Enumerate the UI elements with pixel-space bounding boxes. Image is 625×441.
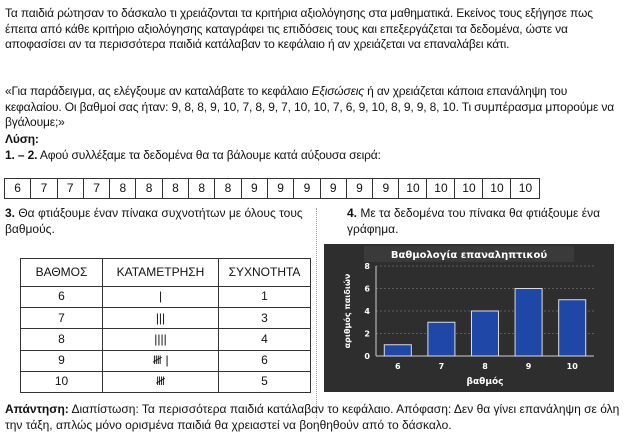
cell-grade: 8	[21, 329, 103, 350]
solution-heading: Λύση:	[5, 132, 39, 146]
bar	[471, 311, 498, 356]
grade-cell: 8	[136, 179, 162, 198]
y-tick-label: 8	[364, 262, 370, 271]
answer-paragraph	[5, 402, 621, 433]
grade-cell: 10	[399, 179, 427, 198]
cell-count: 4	[219, 329, 311, 350]
step-3-label: 3.	[5, 206, 16, 220]
cell-grade: 7	[21, 308, 103, 329]
cell-grade: 9	[21, 350, 103, 371]
step-1-2-label: 1. – 2.	[5, 148, 38, 162]
step-4	[347, 206, 617, 237]
grade-cell: 6	[5, 179, 31, 198]
grade-cell: 8	[110, 179, 136, 198]
grade-cell: 10	[427, 179, 455, 198]
cell-tally: ||||	[103, 329, 219, 350]
step-1-2-text: Αφού συλλέξαμε τα δεδομένα θα τα βάλουμε κατά αύξουσα σειρά:	[37, 148, 381, 162]
cell-count: 1	[219, 287, 311, 308]
cell-count: 5	[219, 371, 311, 392]
bar-chart	[324, 244, 614, 392]
answer-text: Διαπίστωση: Τα περισσότερα παιδιά κατάλαβαν το κεφάλαιο. Απόφαση: Δεν θα γίνει επανάληψη σε όλη την τάξη, απλώς μόνο ορισμένα παιδιά θα χρειαστεί να βοηθηθούν από το δάσκαλο.	[5, 402, 620, 432]
x-tick-label: 6	[395, 362, 401, 371]
grade-cell: 9	[294, 179, 320, 198]
quote-chapter: Εξισώσεις	[311, 84, 364, 98]
grade-cell: 7	[31, 179, 57, 198]
bar-chart-svg	[324, 244, 614, 392]
quote-before: «Για παράδειγμα, ας ελέγξουμε αν καταλάβατε το κεφάλαιο	[5, 84, 312, 98]
table-header-row	[21, 259, 311, 287]
step-1-2	[5, 148, 621, 164]
header-tally: ΚΑΤΑΜΕΤΡΗΣΗ	[103, 259, 219, 287]
y-tick-label: 0	[364, 352, 370, 361]
grade-cell: 8	[189, 179, 215, 198]
grade-cell: 10	[518, 181, 533, 195]
cell-count: 3	[219, 308, 311, 329]
intro-paragraph: Τα παιδιά ρώτησαν το δάσκαλο τι χρειάζονται τα κριτήρια αξιολόγησης στα μαθηματικά. Εκείνος τους εξήγησε πως έπειτα από κάθε κριτήριο αξιολόγησης καταγράφει τις επιδόσεις τους και επεξεργάζεται τα δεδομένα, ώστε να αποφασίσει αν τα περισσότερα παιδιά κατάλαβαν το κεφάλαιο ή αν χρειάζεται να επαναλάβει κάτι.	[5, 6, 593, 51]
x-tick-label: 8	[482, 362, 488, 371]
cell-grade: 6	[21, 287, 103, 308]
grade-cell: 8	[215, 179, 241, 198]
x-axis-label: βαθμός	[466, 377, 504, 387]
table-row	[21, 287, 311, 308]
cell-grade: 10	[21, 371, 103, 392]
table-row	[21, 329, 311, 350]
step-4-text: Με τα δεδομένα του πίνακα θα φτιάξουμε ένα γράφημα.	[347, 206, 601, 236]
bar	[384, 345, 411, 356]
y-tick-label: 6	[364, 284, 370, 294]
cell-tally: |||	[103, 308, 219, 329]
bar	[428, 322, 455, 356]
x-tick-label: 10	[566, 362, 578, 371]
grade-cell: 9	[242, 179, 268, 198]
x-tick-label: 9	[525, 362, 532, 371]
y-axis-label: αριθμός παιδιών	[343, 273, 352, 349]
grade-cell: 10	[455, 179, 483, 198]
column-divider	[316, 208, 317, 418]
answer-label: Απάντηση:	[5, 402, 69, 416]
step-3-text: Θα φτιάξουμε έναν πίνακα συχνοτήτων με όλους τους βαθμούς.	[5, 206, 303, 236]
header-frequency: ΣΥΧΝΟΤΗΤΑ	[219, 259, 311, 287]
table-row	[21, 350, 311, 371]
y-tick-label: 2	[364, 329, 370, 339]
cell-tally: |	[103, 287, 219, 308]
chart-title: Βαθμολογία επαναληπτικού	[390, 250, 548, 261]
grade-cell: 9	[347, 179, 373, 198]
grade-cell: 8	[163, 179, 189, 198]
step-4-label: 4.	[347, 206, 358, 220]
header-grade: ΒΑΘΜΟΣ	[21, 259, 103, 287]
grade-cell: 7	[58, 179, 84, 198]
quote-paragraph	[5, 84, 621, 131]
grade-cell: 9	[321, 179, 347, 198]
step-3	[5, 206, 305, 237]
grade-cell: 7	[84, 179, 110, 198]
grade-cell: 10	[483, 179, 511, 198]
y-tick-label: 4	[364, 307, 370, 316]
table-row	[21, 371, 311, 392]
table-row	[21, 308, 311, 329]
bar	[559, 300, 586, 356]
cell-tally: 𝍸	[103, 371, 219, 392]
cell-tally: 𝍸 |	[103, 350, 219, 371]
cell-count: 6	[219, 350, 311, 371]
quote-after: ή αν χρειάζεται κάποια επανάληψη του κεφαλαίου. Οι βαθμοί σας ήταν: 9, 8, 8, 9, 10, 7, 8, 9, 7, 10, 10, 7, 6, 9, 10, 8, 9, 9, 8, 10. Τι συμπέρασμα μπορούμε να βγάλουμε;»	[5, 84, 615, 129]
sorted-grades-strip	[4, 178, 540, 199]
frequency-table	[20, 258, 311, 393]
grade-cell: 9	[373, 179, 399, 198]
x-tick-label: 7	[438, 362, 445, 371]
grade-cell: 9	[268, 179, 294, 198]
bar	[515, 289, 542, 357]
